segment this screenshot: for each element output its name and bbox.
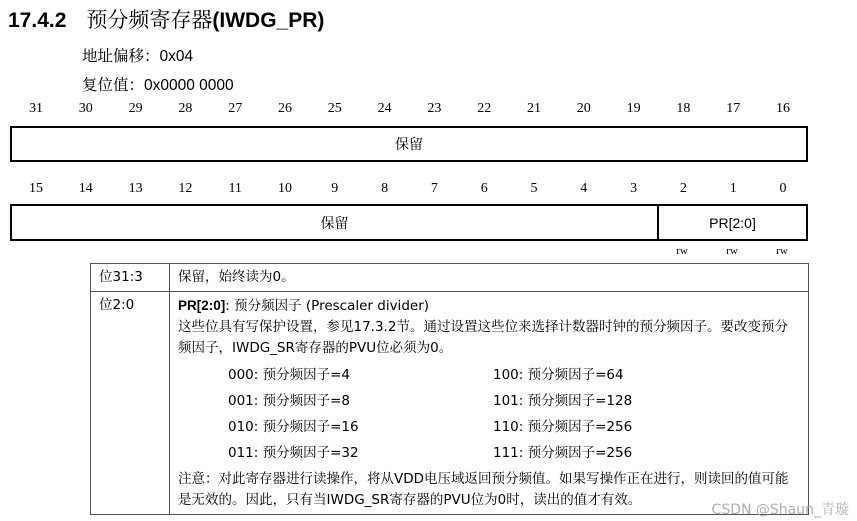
upper-bit-number: 28	[178, 101, 193, 116]
lower-bit-number: 0	[779, 181, 787, 196]
access-bit-0: rw	[776, 245, 788, 257]
lower-bit-number: 1	[729, 181, 737, 196]
address-offset	[82, 44, 193, 66]
upper-bit-number: 30	[78, 101, 93, 116]
section-name: 预分频寄存器	[86, 8, 213, 32]
register-name: (IWDG_PR)	[212, 9, 325, 32]
upper-bit-number: 24	[377, 101, 392, 116]
watermark: CSDN @Shaun_青璇	[711, 502, 849, 518]
lower-bit-number: 12	[178, 181, 193, 196]
lower-bit-number: 10	[278, 181, 292, 196]
field-paragraph: 这些位具有写保护设置，参见17.3.2节。通过设置这些位来选择计数器时钟的预分频因子。要改变预分频因子，IWDG_SR寄存器的PVU位必须为0。	[178, 319, 788, 356]
upper-bit-number: 27	[228, 101, 243, 116]
bit-description-table	[90, 263, 809, 515]
section-title	[8, 4, 324, 34]
lower-bit-number: 15	[29, 181, 43, 196]
reset-value	[82, 73, 234, 95]
section-number: 17.4.2	[8, 9, 67, 32]
lower-bit-number: 8	[381, 181, 389, 196]
access-bit-1: rw	[726, 245, 738, 257]
lower-bit-number: 5	[530, 181, 538, 196]
reserved-field-lower: 保留	[320, 215, 349, 232]
register-upper-row	[10, 126, 808, 162]
upper-bit-number: 22	[477, 101, 492, 116]
reset-value-label: 复位值：	[82, 76, 145, 94]
prescaler-option: 010: 预分频因子=16	[228, 419, 359, 435]
note-paragraph: 注意：对此寄存器进行读操作，将从VDD电压域返回预分频值。如果写操作正在进行，则读回的值可能是无效的。因此，只有当IWDG_SR寄存器的PVU位为0时，读出的值才有效。	[178, 471, 789, 508]
upper-bit-number: 16	[776, 101, 790, 116]
prescaler-option: 110: 预分频因子=256	[493, 419, 633, 435]
bit-description: 保留，始终读为0。	[170, 264, 809, 292]
field-name: PR[2:0]	[178, 298, 226, 313]
upper-bit-number: 19	[626, 101, 641, 116]
upper-bit-number: 29	[128, 101, 143, 116]
reset-value-value: 0x0000 0000	[144, 77, 234, 94]
register-lower-row	[10, 204, 808, 241]
lower-bit-number: 3	[630, 181, 638, 196]
prescaler-values	[228, 362, 800, 466]
table-row	[91, 264, 809, 292]
prescaler-option: 011: 预分频因子=32	[228, 445, 359, 461]
upper-bit-number: 31	[29, 101, 43, 116]
bit-description	[170, 292, 809, 515]
bit-range: 位31:3	[91, 264, 170, 292]
lower-bit-number: 11	[228, 181, 242, 196]
lower-bit-number: 7	[430, 181, 438, 196]
upper-bit-number: 25	[327, 101, 342, 116]
upper-bit-number: 18	[676, 101, 691, 116]
lower-bit-number: 2	[679, 181, 687, 196]
lower-bit-number: 13	[128, 181, 143, 196]
upper-bit-number: 23	[427, 101, 442, 116]
access-bit-2: rw	[676, 245, 688, 257]
reserved-field-upper: 保留	[395, 137, 423, 153]
upper-bit-number: 17	[726, 101, 741, 116]
prescaler-option: 101: 预分频因子=128	[493, 393, 633, 409]
field-desc: : 预分频因子 (Prescaler divider)	[225, 298, 430, 314]
lower-bit-number: 14	[78, 181, 93, 196]
upper-bit-number: 21	[527, 101, 541, 116]
lower-bit-number: 9	[331, 181, 339, 196]
prescaler-option: 000: 预分频因子=4	[228, 367, 351, 383]
lower-bit-number: 4	[580, 181, 588, 196]
bit-range: 位2:0	[91, 292, 170, 515]
table-row	[91, 292, 809, 515]
upper-bit-number: 26	[278, 101, 292, 116]
address-offset-label: 地址偏移：	[82, 47, 160, 65]
prescaler-option: 001: 预分频因子=8	[228, 393, 351, 409]
pr-field: PR[2:0]	[709, 214, 756, 231]
prescaler-option: 100: 预分频因子=64	[493, 367, 624, 383]
address-offset-value: 0x04	[159, 48, 194, 65]
upper-bit-number: 20	[576, 101, 591, 116]
prescaler-option: 111: 预分频因子=256	[493, 445, 633, 461]
lower-bit-number: 6	[480, 181, 488, 196]
